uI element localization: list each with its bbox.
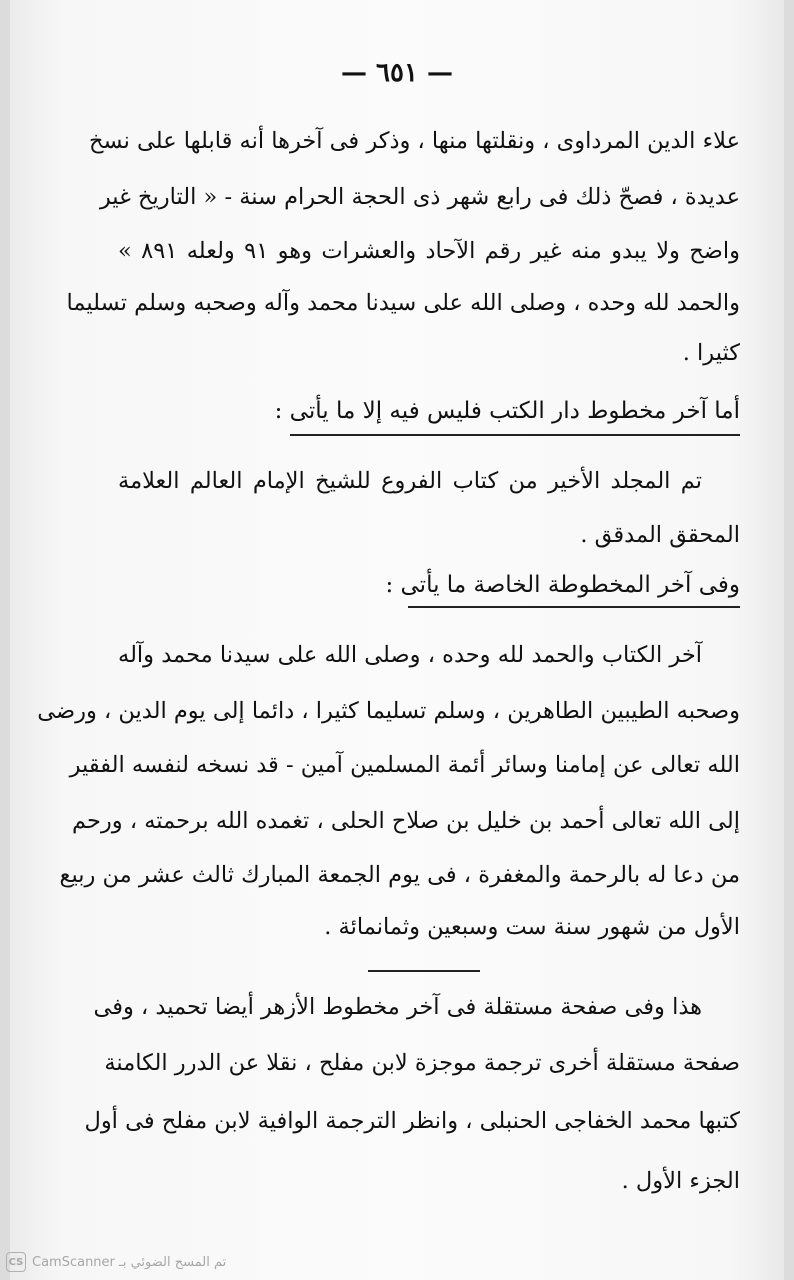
text-line: تم المجلد الأخير من كتاب الفروع للشيخ الإمام العالم العلامة	[118, 468, 702, 494]
scanner-watermark	[6, 1252, 226, 1272]
section-divider	[368, 970, 480, 972]
text-line: واضح ولا يبدو منه غير رقم الآحاد والعشرات وهو ٩١ ولعله ٨٩١ »	[118, 238, 740, 264]
text-line: هذا وفى صفحة مستقلة فى آخر مخطوط الأزهر أيضا تحميد ، وفى	[93, 994, 702, 1020]
watermark-label: تم المسح الضوئي بـ CamScanner	[32, 1254, 227, 1270]
text-line: من دعا له بالرحمة والمغفرة ، فى يوم الجمعة المبارك ثالث عشر من ربيع	[59, 862, 740, 888]
text-line: وصحبه الطيبين الطاهرين ، وسلم تسليما كثيرا ، دائما إلى يوم الدين ، ورضى	[37, 698, 740, 724]
page-shadow-right	[784, 0, 794, 1280]
text-line: إلى الله تعالى أحمد بن خليل بن صلاح الحلى ، تغمده الله برحمته ، ورحم	[72, 808, 740, 834]
text-line: الجزء الأول .	[621, 1168, 740, 1194]
text-line: كثيرا .	[682, 340, 740, 366]
section-heading: وفى آخر المخطوطة الخاصة ما يأتى :	[385, 572, 740, 598]
text-line: والحمد لله وحده ، وصلى الله على سيدنا محمد وآله وصحبه وسلم تسليما	[66, 290, 740, 316]
page-shadow-left	[0, 0, 10, 1280]
text-line: المحقق المدقق .	[580, 522, 740, 548]
text-line: الأول من شهور سنة ست وسبعين وثمانمائة .	[324, 914, 740, 940]
text-line: علاء الدين المرداوى ، ونقلتها منها ، وذكر فى آخرها أنه قابلها على نسخ	[89, 128, 740, 154]
heading-underline	[408, 606, 740, 608]
section-heading: أما آخر مخطوط دار الكتب فليس فيه إلا ما يأتى :	[274, 398, 740, 424]
text-line: الله تعالى عن إمامنا وسائر أئمة المسلمين آمين - قد نسخه لنفسه الفقير	[69, 752, 740, 778]
heading-underline	[290, 434, 740, 436]
page-number: — ٦٥١ —	[340, 58, 454, 88]
text-line: صفحة مستقلة أخرى ترجمة موجزة لابن مفلح ، نقلا عن الدرر الكامنة	[104, 1050, 740, 1076]
text-line: عديدة ، فصحّ ذلك فى رابع شهر ذى الحجة الحرام سنة - « التاريخ غير	[99, 184, 740, 210]
camscanner-icon: CS	[6, 1252, 26, 1272]
text-line: آخر الكتاب والحمد لله وحده ، وصلى الله على سيدنا محمد وآله	[118, 642, 702, 668]
text-line: كتبها محمد الخفاجى الحنبلى ، وانظر الترجمة الوافية لابن مفلح فى أول	[84, 1108, 740, 1134]
